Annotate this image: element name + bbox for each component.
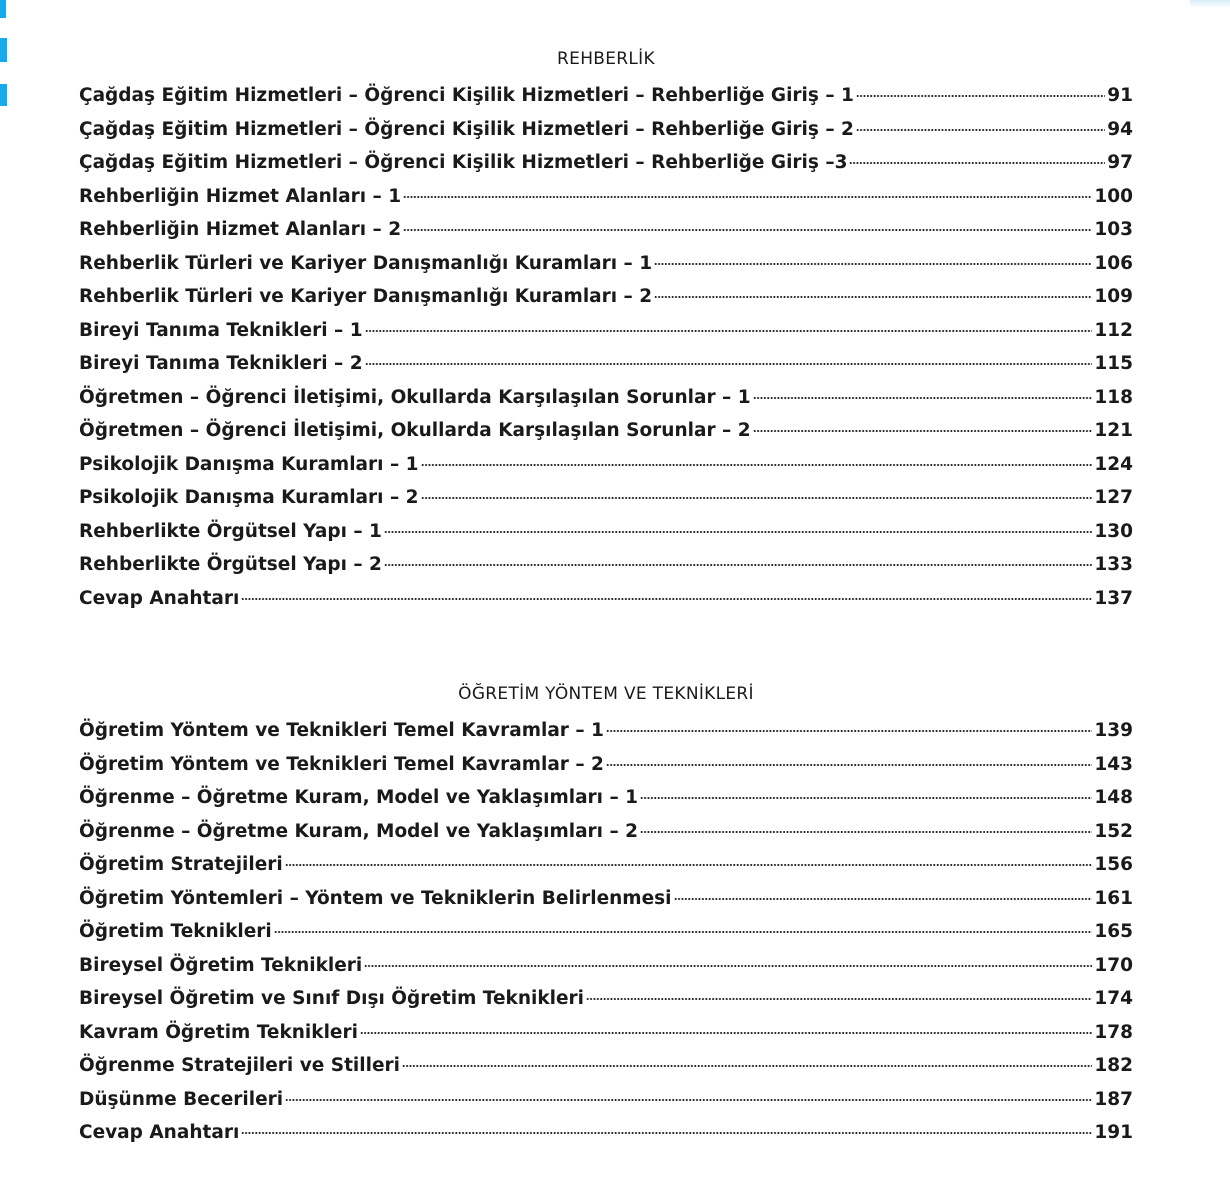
dot-leader (856, 128, 1105, 132)
toc-entry-title: Öğretim Yöntemleri – Yöntem ve Tekniklerin Belirlenmesi (79, 887, 672, 909)
dot-leader (274, 930, 1093, 934)
dot-leader (849, 161, 1105, 165)
toc-entry-title: Öğrenme – Öğretme Kuram, Model ve Yaklaşımları – 1 (79, 787, 639, 808)
toc-entry (79, 79, 1133, 113)
toc-entry-page-number: 130 (1094, 520, 1133, 542)
toc-entry-page-number: 182 (1094, 1055, 1133, 1076)
dot-leader (421, 496, 1093, 500)
toc-entry-title: Çağdaş Eğitim Hizmetleri – Öğrenci Kişilik Hizmetleri – Rehberliğe Giriş – 1 (79, 85, 854, 106)
toc-entry (79, 1116, 1133, 1150)
toc-entry (79, 582, 1133, 616)
toc-entry-title: Cevap Anahtarı (79, 587, 240, 609)
toc-entry (79, 781, 1133, 815)
dot-leader (421, 463, 1093, 467)
toc-entry-title: Öğretim Stratejileri (79, 854, 283, 875)
toc-entry (79, 949, 1133, 983)
toc-entry (79, 347, 1133, 381)
decorative-bar-bottom (0, 84, 7, 106)
dot-leader (753, 429, 1093, 433)
toc-entry-title: Bireysel Öğretim ve Sınıf Dışı Öğretim Teknikleri (79, 988, 584, 1009)
toc-entry (79, 882, 1133, 916)
dot-leader (606, 729, 1092, 733)
toc-section-ogretim-yontem (79, 683, 1133, 1150)
decorative-bar-top (0, 0, 6, 18)
toc-entry-page-number: 106 (1094, 252, 1133, 274)
toc-entry-title: Düşünme Becerileri (79, 1088, 284, 1110)
toc-entry (79, 448, 1133, 482)
toc-entry-title: Rehberlik Türleri ve Kariyer Danışmanlığı Kuramları – 2 (79, 286, 653, 307)
toc-section-rehberlik (79, 48, 1133, 615)
toc-entry-page-number: 127 (1094, 487, 1133, 508)
decorative-corner-shade (1190, 0, 1230, 8)
toc-entry-title: Psikolojik Danışma Kuramları – 2 (79, 487, 419, 508)
toc-entry (79, 1083, 1133, 1117)
toc-entry (79, 515, 1133, 549)
toc-entry-page-number: 91 (1107, 85, 1133, 106)
toc-entry-page-number: 133 (1094, 554, 1133, 575)
dot-leader (606, 763, 1092, 767)
dot-leader (654, 295, 1092, 299)
toc-entry (79, 180, 1133, 214)
toc-entry-page-number: 103 (1094, 219, 1133, 240)
toc-entry-title: Rehberlikte Örgütsel Yapı – 1 (79, 520, 382, 542)
toc-entry (79, 314, 1133, 348)
toc-entry-title: Öğretim Yöntem ve Teknikleri Temel Kavramlar – 2 (79, 753, 604, 775)
dot-leader (640, 796, 1092, 800)
toc-entry (79, 113, 1133, 147)
dot-leader (365, 362, 1093, 366)
dot-leader (402, 1064, 1092, 1068)
toc-entry-title: Bireysel Öğretim Teknikleri (79, 954, 363, 976)
toc-entry-title: Öğretmen – Öğrenci İletişimi, Okullarda Karşılaşılan Sorunlar – 2 (79, 420, 751, 441)
toc-entry-page-number: 191 (1094, 1122, 1133, 1143)
toc-entry-title: Çağdaş Eğitim Hizmetleri – Öğrenci Kişilik Hizmetleri – Rehberliğe Giriş –3 (79, 152, 848, 173)
toc-entry (79, 213, 1133, 247)
toc-entry-page-number: 100 (1094, 185, 1133, 207)
toc-entry-page-number: 97 (1107, 152, 1133, 173)
toc-entry (79, 848, 1133, 882)
toc-entry (79, 146, 1133, 180)
toc-entry (79, 815, 1133, 849)
toc-entry (79, 481, 1133, 515)
toc-entry-title: Rehberliğin Hizmet Alanları – 1 (79, 185, 402, 207)
toc-entry-page-number: 156 (1094, 854, 1133, 875)
dot-leader (753, 396, 1093, 400)
section-title: REHBERLİK (557, 49, 655, 69)
toc-entry (79, 1049, 1133, 1083)
dot-leader (285, 863, 1093, 867)
toc-entry-title: Rehberliğin Hizmet Alanları – 2 (79, 219, 402, 240)
toc-entry-page-number: 178 (1094, 1021, 1133, 1043)
toc-entry-page-number: 94 (1107, 118, 1133, 140)
toc-entry-title: Öğrenme Stratejileri ve Stilleri (79, 1055, 400, 1076)
toc-entry (79, 548, 1133, 582)
toc-entry-title: Bireyi Tanıma Teknikleri – 1 (79, 319, 363, 341)
toc-entry-title: Öğretim Teknikleri (79, 921, 272, 942)
toc-entry-title: Öğretmen – Öğrenci İletişimi, Okullarda Karşılaşılan Sorunlar – 1 (79, 386, 751, 408)
dot-leader (856, 94, 1105, 98)
toc-entry-page-number: 124 (1094, 453, 1133, 475)
toc-entry-page-number: 152 (1094, 820, 1133, 842)
toc-entry-title: Cevap Anahtarı (79, 1122, 240, 1143)
dot-leader (640, 830, 1092, 834)
toc-entry-title: Kavram Öğretim Teknikleri (79, 1021, 358, 1043)
dot-leader (364, 964, 1092, 968)
dot-leader (586, 997, 1092, 1001)
toc-entry-page-number: 121 (1094, 420, 1133, 441)
toc-entry-page-number: 187 (1094, 1088, 1133, 1110)
toc-entry-page-number: 139 (1094, 720, 1133, 741)
toc-entry-page-number: 170 (1094, 954, 1133, 976)
toc-entry (79, 247, 1133, 281)
toc-entry-title: Öğretim Yöntem ve Teknikleri Temel Kavramlar – 1 (79, 720, 604, 741)
toc-entry-page-number: 161 (1094, 887, 1133, 909)
dot-leader (384, 563, 1092, 567)
toc-entry (79, 714, 1133, 748)
toc-entry (79, 280, 1133, 314)
toc-entry-page-number: 137 (1094, 587, 1133, 609)
toc-entry-page-number: 143 (1094, 753, 1133, 775)
dot-leader (365, 329, 1093, 333)
dot-leader (241, 597, 1092, 601)
toc-entry-title: Çağdaş Eğitim Hizmetleri – Öğrenci Kişilik Hizmetleri – Rehberliğe Giriş – 2 (79, 118, 854, 140)
toc-entry (79, 414, 1133, 448)
toc-entry-page-number: 148 (1094, 787, 1133, 808)
toc-entry-title: Psikolojik Danışma Kuramları – 1 (79, 453, 419, 475)
toc-entry (79, 748, 1133, 782)
section-title: ÖĞRETİM YÖNTEM VE TEKNİKLERİ (458, 684, 754, 704)
toc-list (79, 714, 1133, 1150)
toc-entry-page-number: 109 (1094, 286, 1133, 307)
toc-entry (79, 982, 1133, 1016)
dot-leader (654, 262, 1092, 266)
dot-leader (285, 1098, 1092, 1102)
dot-leader (241, 1131, 1092, 1135)
toc-entry-title: Öğrenme – Öğretme Kuram, Model ve Yaklaşımları – 2 (79, 820, 639, 842)
toc-entry-page-number: 112 (1094, 319, 1133, 341)
toc-entry-title: Rehberlik Türleri ve Kariyer Danışmanlığı Kuramları – 1 (79, 252, 653, 274)
toc-entry-page-number: 118 (1094, 386, 1133, 408)
toc-entry (79, 915, 1133, 949)
toc-entry (79, 1016, 1133, 1050)
dot-leader (674, 897, 1093, 901)
toc-entry-page-number: 174 (1094, 988, 1133, 1009)
decorative-bar-middle (0, 38, 7, 62)
toc-list (79, 79, 1133, 615)
toc-entry-page-number: 165 (1094, 921, 1133, 942)
dot-leader (403, 228, 1092, 232)
toc-entry-title: Bireyi Tanıma Teknikleri – 2 (79, 353, 363, 374)
dot-leader (384, 530, 1092, 534)
dot-leader (403, 195, 1092, 199)
toc-entry-page-number: 115 (1094, 353, 1133, 374)
toc-entry-title: Rehberlikte Örgütsel Yapı – 2 (79, 554, 382, 575)
toc-entry (79, 381, 1133, 415)
dot-leader (360, 1031, 1092, 1035)
